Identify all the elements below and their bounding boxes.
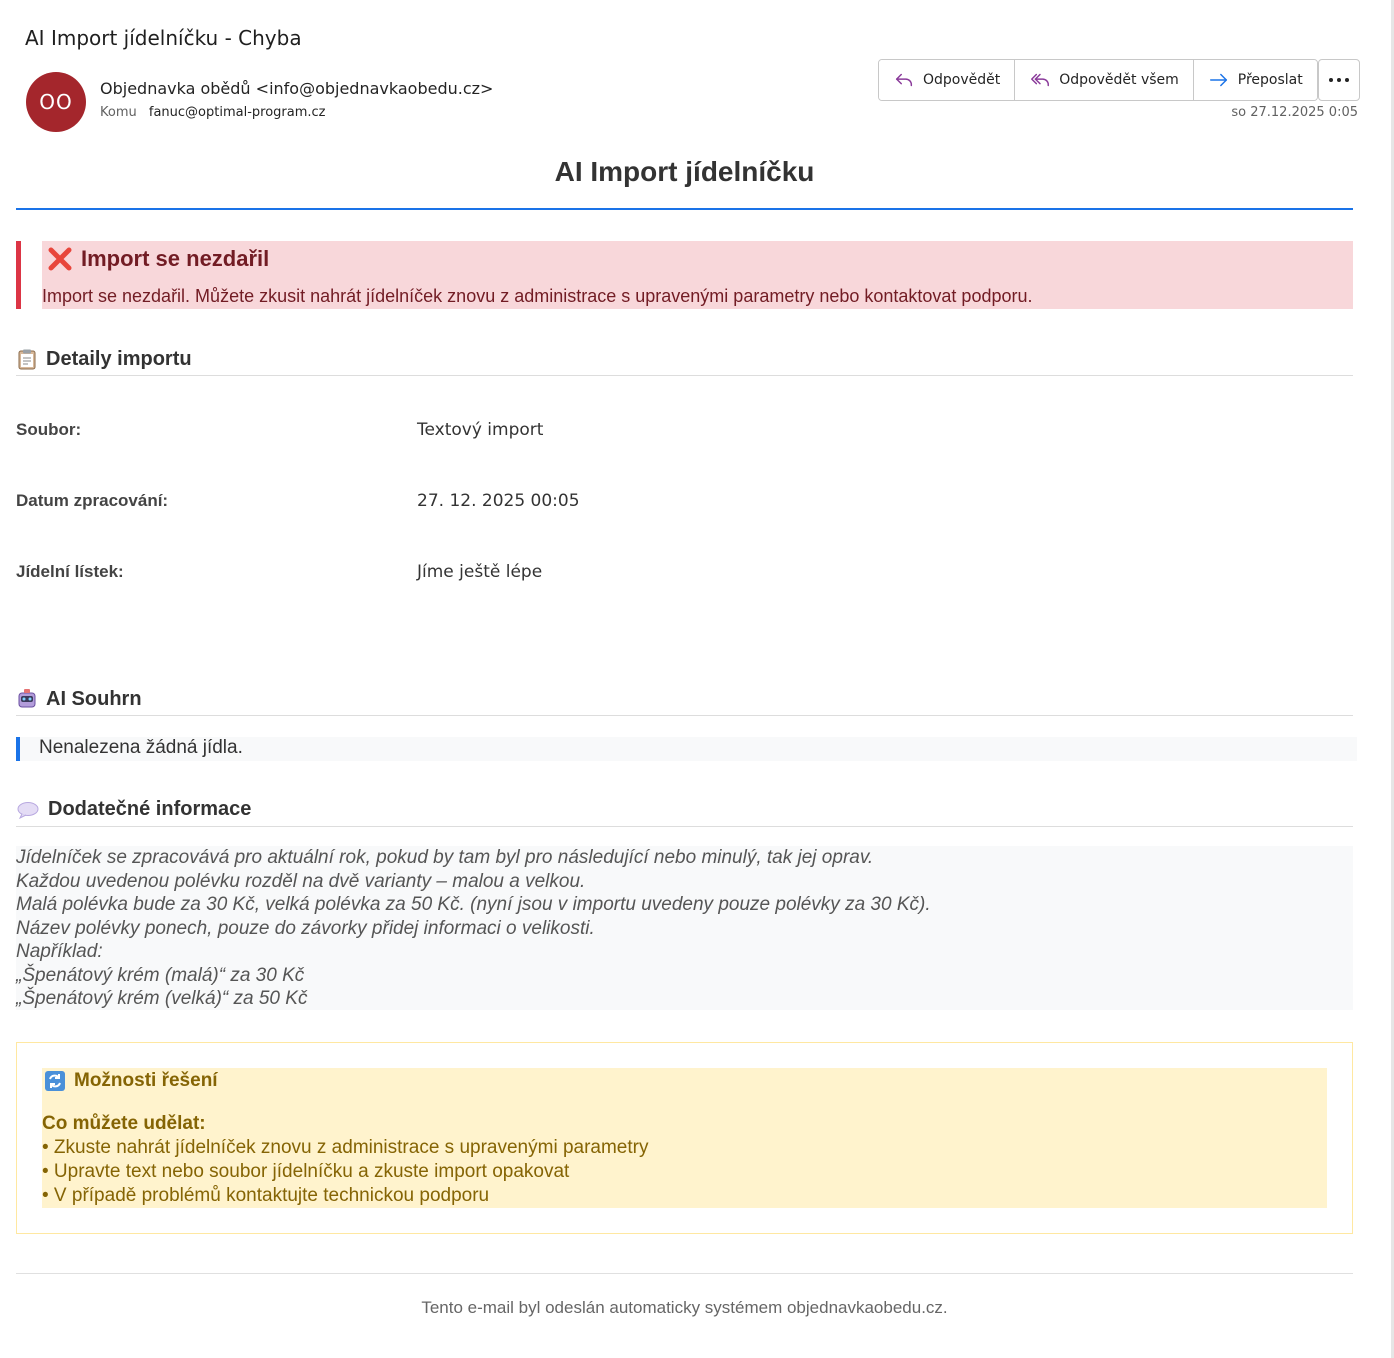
info-line: Každou uvedenou polévku rozděl na dvě varianty – malou a velkou. [16, 870, 586, 892]
details-heading-text: Detaily importu [46, 347, 192, 370]
solution-subheading: Co můžete udělat: [42, 1113, 206, 1134]
refresh-icon [44, 1070, 66, 1092]
detail-label: Soubor: [16, 420, 82, 439]
info-line: „Špenátový krém (malá)“ za 30 Kč [16, 964, 305, 986]
solution-options-heading-text: Možnosti řešení [74, 1070, 218, 1091]
email-date: so 27.12.2025 0:05 [1231, 105, 1358, 120]
footer-divider [16, 1273, 1353, 1274]
reply-icon [893, 69, 915, 91]
detail-value: Jíme ještě lépe [417, 562, 543, 582]
solution-item: • Upravte text nebo soubor jídelníčku a zkuste import opakovat [42, 1161, 570, 1182]
forward-icon [1208, 69, 1230, 91]
detail-label: Datum zpracování: [16, 491, 169, 510]
info-line: Jídelníček se zpracovává pro aktuální rok, pokud by tam byl pro následující nebo minulý, tak jej oprav. [16, 847, 874, 868]
forward-label: Přeposlat [1237, 72, 1303, 88]
solution-options-inner [42, 1068, 1327, 1208]
robot-icon [16, 688, 38, 710]
recipient-address[interactable]: fanuc@optimal-program.cz [148, 105, 326, 120]
ai-summary-text: Nenalezena žádná jídla. [39, 737, 243, 758]
reply-actions [878, 59, 1318, 101]
detail-label: Jídelní lístek: [16, 562, 124, 581]
info-line: Například: [16, 941, 103, 962]
cross-mark-icon [47, 246, 73, 272]
ai-summary-heading-text: AI Souhrn [46, 687, 142, 710]
solution-item: • V případě problémů kontaktujte technickou podporu [42, 1185, 490, 1206]
additional-info-heading [16, 793, 1353, 827]
ai-summary-box [16, 737, 1357, 761]
email-footer: Tento e-mail byl odeslán automaticky systémem objednavkaobedu.cz. [421, 1298, 948, 1317]
sender-name[interactable]: Objednavka obědů <info@objednavkaobedu.cz> [100, 79, 494, 98]
email-subject: AI Import jídelníčku - Chyba [25, 26, 302, 50]
recipient-line [100, 105, 326, 120]
additional-info-heading-text: Dodatečné informace [48, 798, 252, 820]
detail-value: Textový import [417, 420, 544, 440]
ai-summary-heading [16, 683, 1353, 716]
additional-info-box [16, 846, 1353, 1010]
sender-avatar[interactable]: OO [26, 72, 86, 132]
info-line: „Špenátový krém (velká)“ za 50 Kč [16, 988, 308, 1009]
speech-bubble-icon [16, 800, 40, 820]
body-title: AI Import jídelníčku [16, 150, 1353, 210]
reply-all-button[interactable] [1015, 60, 1194, 100]
error-title-text: Import se nezdařil [81, 246, 270, 271]
to-label: Komu [100, 105, 137, 120]
detail-value: 27. 12. 2025 00:05 [417, 491, 580, 511]
solution-options-heading [44, 1070, 218, 1092]
info-line: Název polévky ponech, pouze do závorky přidej informaci o velikosti. [16, 917, 595, 939]
error-message: Import se nezdařil. Můžete zkusit nahrát jídelníček znovu z administrace s upravenými parametry nebo kontaktovat podporu. [42, 286, 1033, 306]
error-title [47, 246, 269, 272]
error-alert [16, 241, 1358, 309]
reply-all-icon [1029, 69, 1051, 91]
email-body [16, 150, 1353, 1317]
clipboard-icon [16, 348, 38, 370]
details-heading [16, 343, 1353, 376]
forward-button[interactable] [1194, 60, 1317, 100]
reply-label: Odpovědět [923, 72, 1001, 88]
error-alert-inner [42, 241, 1353, 309]
info-line: Malá polévka bude za 30 Kč, velká polévka za 50 Kč. (nyní jsou v importu uvedeny pouze polévky za 30 Kč). [16, 894, 931, 915]
solution-options [16, 1042, 1353, 1234]
solution-options-body [42, 1112, 648, 1208]
reply-all-label: Odpovědět všem [1059, 72, 1179, 88]
solution-item: • Zkuste nahrát jídelníček znovu z administrace s upravenými parametry [42, 1137, 649, 1158]
reply-button[interactable] [879, 60, 1015, 100]
more-horizontal-icon [1328, 77, 1350, 83]
more-actions-button[interactable] [1318, 59, 1360, 101]
